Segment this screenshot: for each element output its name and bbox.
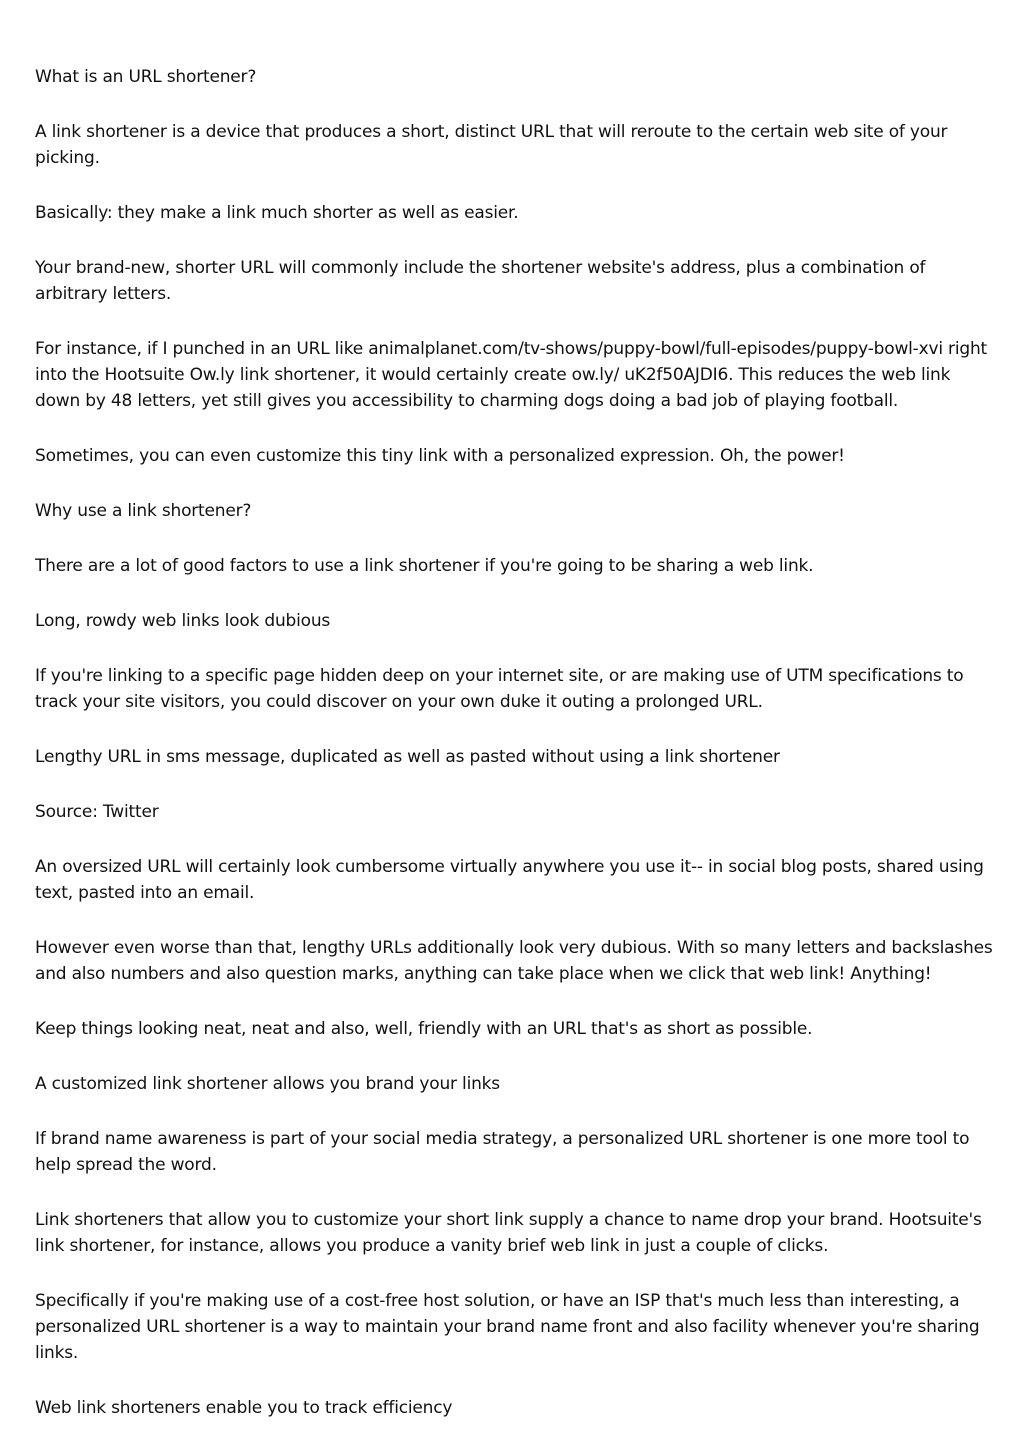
paragraph-customize: Sometimes, you can even customize this tiny link with a personalized expression. Oh, the power! (35, 446, 845, 466)
paragraph-basically: Basically: they make a link much shorter as well as easier. (35, 203, 519, 223)
paragraph-why-use: Why use a link shortener? (35, 501, 252, 521)
paragraph-name-drop: Link shorteners that allow you to customize your short link supply a chance to name drop your brand. Hootsuite's link shortener, for instance, allows you produce a vanity brief web link in just a couple of clicks. (35, 1210, 982, 1256)
paragraph-brand-awareness: If brand name awareness is part of your social media strategy, a personalized URL shortener is one more tool to help spread the word. (35, 1129, 970, 1175)
paragraph-free-host: Specifically if you're making use of a cost-free host solution, or have an ISP that's much less than interesting, a personalized URL shortener is a way to maintain your brand name front and also facility whenever you're sharing links. (35, 1291, 980, 1363)
paragraph-definition: A link shortener is a device that produces a short, distinct URL that will reroute to the certain web site of your picking. (35, 122, 948, 168)
paragraph-source: Source: Twitter (35, 802, 159, 822)
paragraph-for-instance: For instance, if I punched in an URL like animalplanet.com/tv-shows/puppy-bowl/full-episodes/puppy-bowl-xvi right into the Hootsuite Ow.ly link shortener, it would certainly create ow.ly/ uK2f50AJDI6. This reduces the web link down by 48 letters, yet still gives you accessibility to charming dogs doing a bad job of playing football. (35, 339, 988, 411)
paragraph-rowdy-links: Long, rowdy web links look dubious (35, 611, 331, 631)
paragraph-keep-neat: Keep things looking neat, neat and also, well, friendly with an URL that's as short as possible. (35, 1019, 813, 1039)
paragraph-even-worse: However even worse than that, lengthy URLs additionally look very dubious. With so many letters and backslashes and also numbers and also question marks, anything can take place when we click that web link! Anything! (35, 938, 993, 984)
paragraph-track-efficiency: Web link shorteners enable you to track efficiency (35, 1398, 453, 1418)
document-body (35, 64, 995, 1450)
paragraph-good-factors: There are a lot of good factors to use a link shortener if you're going to be sharing a web link. (35, 556, 814, 576)
paragraph-brand-new-url: Your brand-new, shorter URL will commonly include the shortener website's address, plus a combination of arbitrary letters. (35, 258, 926, 304)
paragraph-linking-deep: If you're linking to a specific page hidden deep on your internet site, or are making use of UTM specifications to track your site visitors, you could discover on your own duke it outing a prolonged URL. (35, 666, 964, 712)
paragraph-oversized-url: An oversized URL will certainly look cumbersome virtually anywhere you use it-- in social blog posts, shared using text, pasted into an email. (35, 857, 984, 903)
paragraph-what-is-url-shortener: What is an URL shortener? (35, 67, 257, 87)
paragraph-customized-brand: A customized link shortener allows you brand your links (35, 1074, 500, 1094)
paragraph-lengthy-url-sms: Lengthy URL in sms message, duplicated as well as pasted without using a link shortener (35, 747, 780, 767)
